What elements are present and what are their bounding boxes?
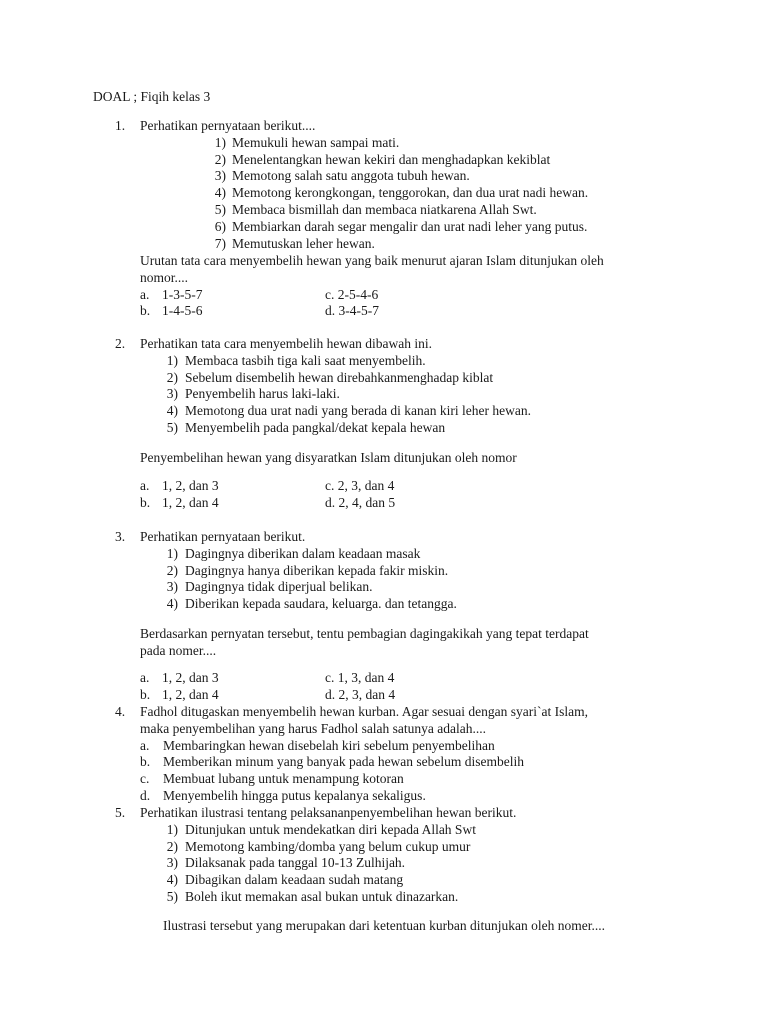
option-c: Membuat lubang untuk menampung kotoran bbox=[163, 771, 404, 786]
item-number: 2) bbox=[166, 370, 178, 385]
item-text: Membaca tasbih tiga kali saat menyembelih. bbox=[185, 353, 426, 368]
question-number: 4. bbox=[115, 704, 126, 719]
item-text: Memotong kerongkongan, tenggorokan, dan dua urat nadi hewan. bbox=[232, 185, 589, 200]
question-stem: Perhatikan ilustrasi tentang pelaksananpenyembelihan hewan berikut. bbox=[140, 805, 517, 820]
item-text: Memotong kambing/domba yang belum cukup umur bbox=[185, 839, 471, 854]
item-text: Memutuskan leher hewan. bbox=[232, 236, 375, 251]
option-d: Menyembelih hingga putus kepalanya sekaligus. bbox=[163, 788, 426, 803]
option-c: c. 1, 3, dan 4 bbox=[325, 670, 395, 685]
option-a: 1, 2, dan 3 bbox=[162, 478, 219, 493]
item-number: 4) bbox=[166, 403, 178, 418]
option-b: 1-4-5-6 bbox=[162, 303, 203, 318]
item-number: 3) bbox=[166, 579, 178, 594]
item-text: Dagingnya hanya diberikan kepada fakir miskin. bbox=[185, 563, 449, 578]
option-letter: d. bbox=[140, 788, 151, 803]
question-stem: Fadhol ditugaskan menyembelih hewan kurban. Agar sesuai dengan syari`at Islam, bbox=[140, 704, 589, 719]
item-number: 5) bbox=[214, 202, 226, 217]
item-number: 3) bbox=[214, 168, 226, 183]
option-letter: b. bbox=[140, 687, 151, 702]
option-letter: a. bbox=[140, 287, 150, 302]
item-number: 2) bbox=[166, 563, 178, 578]
option-b: Memberikan minum yang banyak pada hewan sebelum disembelih bbox=[163, 754, 525, 769]
option-letter: c. bbox=[140, 771, 150, 786]
item-text: Penyembelih harus laki-laki. bbox=[185, 386, 340, 401]
item-text: Sebelum disembelih hewan direbahkanmenghadap kiblat bbox=[185, 370, 494, 385]
item-text: Boleh ikut memakan asal bukan untuk dinazarkan. bbox=[185, 889, 459, 904]
question-number: 5. bbox=[115, 805, 126, 820]
item-number: 4) bbox=[166, 872, 178, 887]
question-number: 3. bbox=[115, 529, 126, 544]
question-stem: Perhatikan pernyataan berikut. bbox=[140, 529, 306, 544]
item-number: 5) bbox=[166, 889, 178, 904]
option-letter: b. bbox=[140, 303, 151, 318]
item-number: 5) bbox=[166, 420, 178, 435]
option-letter: a. bbox=[140, 478, 150, 493]
item-number: 7) bbox=[214, 236, 226, 251]
question-text: Urutan tata cara menyembelih hewan yang baik menurut ajaran Islam ditunjukan oleh bbox=[140, 253, 604, 268]
option-c: c. 2, 3, dan 4 bbox=[325, 478, 395, 493]
question-text: Penyembelihan hewan yang disyaratkan Islam ditunjukan oleh nomor bbox=[140, 450, 517, 465]
item-text: Memotong dua urat nadi yang berada di kanan kiri leher hewan. bbox=[185, 403, 532, 418]
question-text: pada nomer.... bbox=[140, 643, 217, 658]
option-d: d. 3-4-5-7 bbox=[325, 303, 379, 318]
option-letter: b. bbox=[140, 754, 151, 769]
item-text: Membiarkan darah segar mengalir dan urat nadi leher yang putus. bbox=[232, 219, 588, 234]
option-d: d. 2, 3, dan 4 bbox=[325, 687, 396, 702]
item-number: 3) bbox=[166, 386, 178, 401]
item-number: 1) bbox=[166, 353, 178, 368]
item-number: 2) bbox=[214, 152, 226, 167]
question-text: Ilustrasi tersebut yang merupakan dari ketentuan kurban ditunjukan oleh nomer.... bbox=[163, 918, 605, 933]
option-b: 1, 2, dan 4 bbox=[162, 687, 219, 702]
item-text: Ditunjukan untuk mendekatkan diri kepada Allah Swt bbox=[185, 822, 476, 837]
item-text: Diberikan kepada saudara, keluarga. dan tetangga. bbox=[185, 596, 457, 611]
item-text: Memukuli hewan sampai mati. bbox=[232, 135, 400, 150]
item-text: Menyembelih pada pangkal/dekat kepala hewan bbox=[185, 420, 446, 435]
item-text: Dilaksanak pada tanggal 10-13 Zulhijah. bbox=[185, 855, 406, 870]
option-b: 1, 2, dan 4 bbox=[162, 495, 219, 510]
question-stem: maka penyembelihan yang harus Fadhol salah satunya adalah.... bbox=[140, 721, 487, 736]
option-letter: a. bbox=[140, 670, 150, 685]
question-stem: Perhatikan tata cara menyembelih hewan dibawah ini. bbox=[140, 336, 433, 351]
item-number: 1) bbox=[166, 822, 178, 837]
question-number: 1. bbox=[115, 118, 126, 133]
item-text: Membaca bismillah dan membaca niatkarena Allah Swt. bbox=[232, 202, 537, 217]
item-text: Dagingnya diberikan dalam keadaan masak bbox=[185, 546, 421, 561]
question-text: nomor.... bbox=[140, 270, 189, 285]
document-title: DOAL ; Fiqih kelas 3 bbox=[93, 89, 211, 104]
item-number: 4) bbox=[166, 596, 178, 611]
question-text: Berdasarkan pernyatan tersebut, tentu pembagian dagingakikah yang tepat terdapat bbox=[140, 626, 589, 641]
question-number: 2. bbox=[115, 336, 126, 351]
item-text: Menelentangkan hewan kekiri dan menghadapkan kekiblat bbox=[232, 152, 551, 167]
question-stem: Perhatikan pernyataan berikut.... bbox=[140, 118, 316, 133]
item-text: Memotong salah satu anggota tubuh hewan. bbox=[232, 168, 470, 183]
option-letter: a. bbox=[140, 738, 150, 753]
item-number: 1) bbox=[166, 546, 178, 561]
item-number: 3) bbox=[166, 855, 178, 870]
item-number: 2) bbox=[166, 839, 178, 854]
option-a: 1, 2, dan 3 bbox=[162, 670, 219, 685]
option-a: Membaringkan hewan disebelah kiri sebelum penyembelihan bbox=[163, 738, 495, 753]
option-d: d. 2, 4, dan 5 bbox=[325, 495, 396, 510]
item-number: 6) bbox=[214, 219, 226, 234]
item-number: 1) bbox=[214, 135, 226, 150]
item-text: Dibagikan dalam keadaan sudah matang bbox=[185, 872, 404, 887]
item-text: Dagingnya tidak diperjual belikan. bbox=[185, 579, 373, 594]
option-letter: b. bbox=[140, 495, 151, 510]
option-a: 1-3-5-7 bbox=[162, 287, 203, 302]
item-number: 4) bbox=[214, 185, 226, 200]
option-c: c. 2-5-4-6 bbox=[325, 287, 379, 302]
